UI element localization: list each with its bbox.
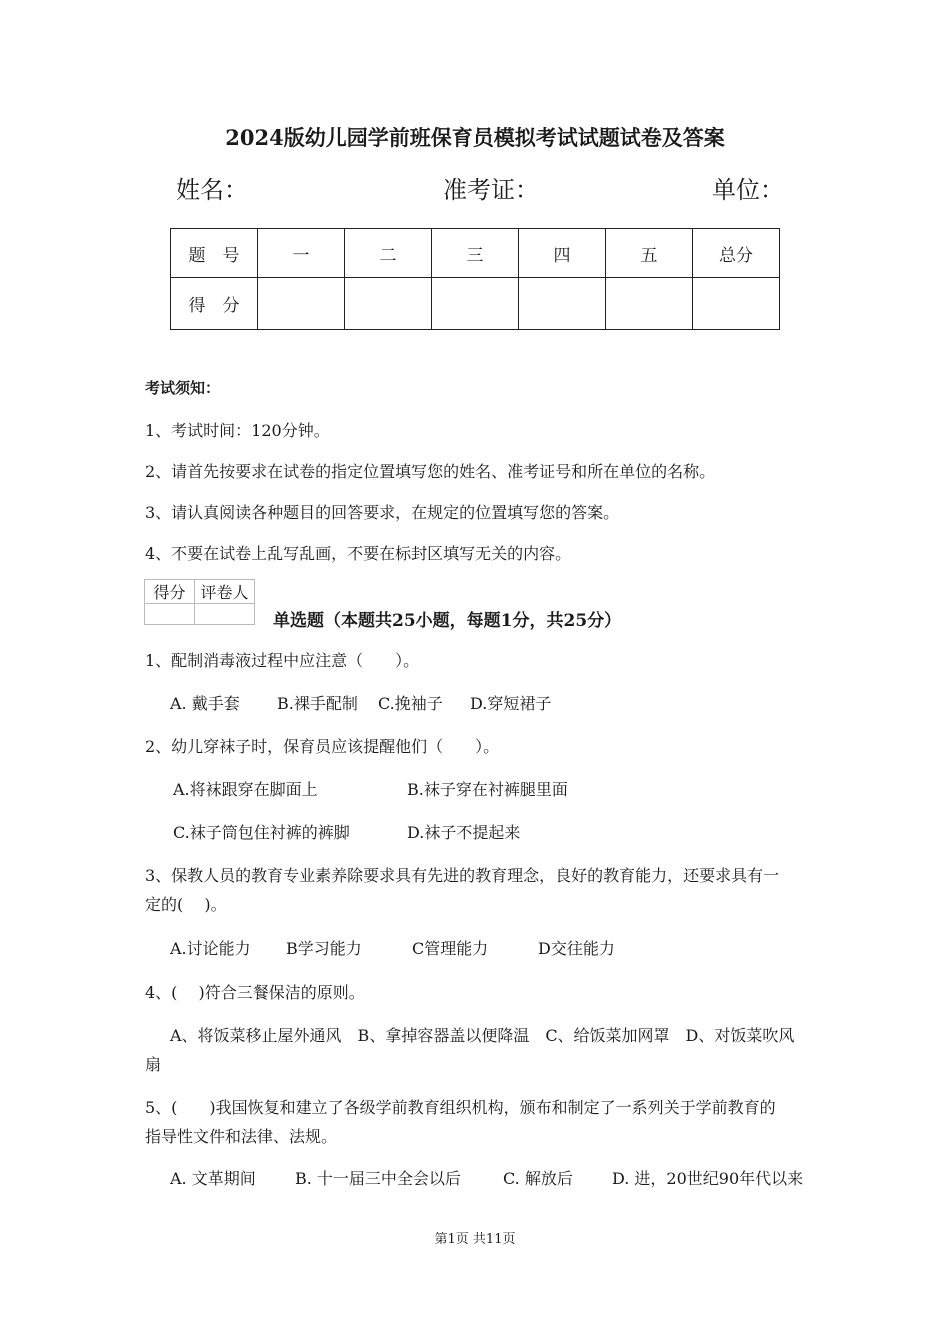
question-option: C.挽袖子 (378, 694, 443, 713)
score-table-cell: 三 (432, 229, 519, 278)
name-field-label: 姓名： (176, 176, 248, 204)
exam-id-field-label: 准考证： (443, 176, 539, 204)
question-option: C.袜子筒包住衬裤的裤脚 (173, 823, 350, 842)
question-stem-continued: 定的( )。 (145, 895, 227, 914)
question-options-line: A、将饭菜移止屋外通风 B、拿掉容器盖以便降温 C、给饭菜加网罩 D、对饭菜吹风 (170, 1026, 795, 1045)
question-stem: 1、配制消毒液过程中应注意（ ）。 (145, 651, 420, 670)
question-option: B. 十一届三中全会以后 (295, 1169, 461, 1188)
page-footer: 第1页 共11页 (434, 1232, 516, 1247)
question-option: A.将袜跟穿在脚面上 (173, 780, 318, 799)
notes-item: 3、请认真阅读各种题目的回答要求，在规定的位置填写您的答案。 (145, 503, 620, 522)
score-table-cell: 二 (345, 229, 432, 278)
score-table-cell (345, 278, 432, 330)
question-option: D. 进，20世纪90年代以来 (612, 1169, 804, 1188)
score-table-cell (606, 278, 693, 330)
score-table-cell (693, 278, 780, 330)
score-table-cell: 四 (519, 229, 606, 278)
question-option: B学习能力 (286, 939, 362, 958)
grader-name-cell (195, 604, 255, 625)
question-option: A.讨论能力 (170, 939, 251, 958)
question-stem: 3、保教人员的教育专业素养除要求具有先进的教育理念，良好的教育能力，还要求具有一 (145, 866, 780, 885)
question-stem-continued: 指导性文件和法律、法规。 (145, 1127, 338, 1146)
score-table-cell: 得 分 (171, 278, 258, 330)
score-table-score-row (171, 278, 780, 330)
score-table-header-row (171, 229, 780, 278)
question-stem: 4、( )符合三餐保洁的原则。 (145, 983, 365, 1002)
page-title: 2024版幼儿园学前班保育员模拟考试试题试卷及答案 (225, 125, 725, 150)
unit-field-label: 单位： (712, 176, 784, 204)
question-options-line: 扇 (145, 1055, 162, 1074)
question-stem: 2、幼儿穿袜子时，保育员应该提醒他们（ ）。 (145, 737, 500, 756)
score-table-cell (432, 278, 519, 330)
question-option: D.穿短裙子 (470, 694, 552, 713)
notes-item: 4、不要在试卷上乱写乱画，不要在标封区填写无关的内容。 (145, 544, 572, 563)
grader-name-label: 评卷人 (195, 580, 255, 604)
question-option: C. 解放后 (503, 1169, 573, 1188)
score-table-cell: 五 (606, 229, 693, 278)
question-option: B.袜子穿在衬裤腿里面 (407, 780, 568, 799)
question-stem: 5、( )我国恢复和建立了各级学前教育组织机构，颁布和制定了一系列关于学前教育的 (145, 1098, 776, 1117)
score-table-cell: 题 号 (171, 229, 258, 278)
section-title: 单选题（本题共25小题，每题1分，共25分） (273, 611, 622, 631)
question-option: B.裸手配制 (277, 694, 358, 713)
score-table-cell (258, 278, 345, 330)
question-option: D交往能力 (538, 939, 615, 958)
notes-heading: 考试须知： (145, 379, 221, 397)
question-option: A. 戴手套 (170, 694, 240, 713)
grader-score-cell (145, 604, 195, 625)
notes-item: 1、考试时间：120分钟。 (145, 421, 330, 440)
question-option: A. 文革期间 (170, 1169, 256, 1188)
score-table-cell: 总分 (693, 229, 780, 278)
question-option: D.袜子不提起来 (407, 823, 521, 842)
score-table-cell: 一 (258, 229, 345, 278)
notes-item: 2、请首先按要求在试卷的指定位置填写您的姓名、准考证号和所在单位的名称。 (145, 462, 716, 481)
question-option: C管理能力 (412, 939, 489, 958)
grader-score-label: 得分 (145, 580, 195, 604)
grader-box (144, 579, 255, 625)
score-table (170, 228, 780, 330)
score-table-cell (519, 278, 606, 330)
